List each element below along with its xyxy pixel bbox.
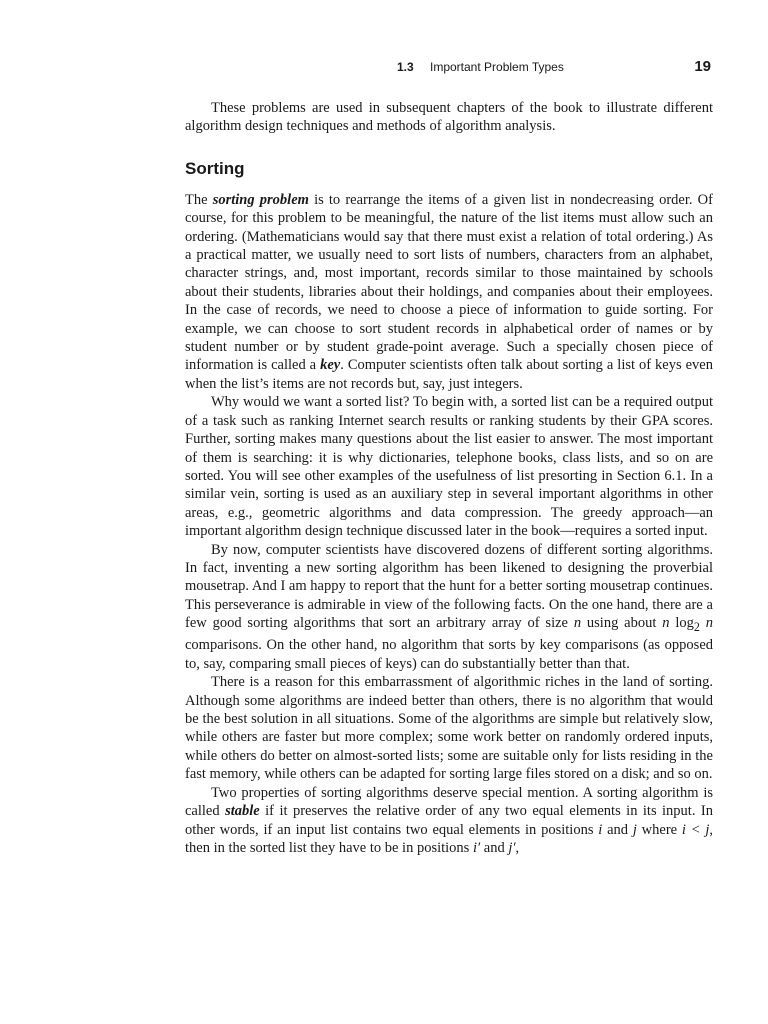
text-span: where [636, 821, 682, 838]
math-var: i [598, 821, 603, 838]
body-text [185, 99, 713, 857]
term-stable: stable [225, 803, 260, 820]
math-expression: i < j [681, 821, 710, 838]
paragraph-3 [185, 541, 713, 674]
term-key: key [320, 357, 341, 374]
math-var: i′ [472, 839, 481, 856]
math-subscript: 2 [693, 620, 700, 635]
text-span: , [515, 839, 520, 856]
term-sorting-problem: sorting problem [212, 191, 309, 208]
paragraph-1 [185, 191, 713, 393]
math-log: log [669, 615, 694, 632]
text-span: is to rearrange the items of a given list in nondecreasing order. Of course, for this problem to be meaningful, the nature of the list items must allow such an ordering. (Mathematicians would say that there must exist a relation of total ordering.) As a practical matter, we usually need to sort lists of numbers, characters from an alphabet, character strings, and, most important, records similar to those maintained by schools about their students, libraries about their holdings, and companies about their employees. In the case of records, we need to choose a piece of information to guide sorting. For example, we can choose to sort student records in alphabetical order of names or by student number or by student grade-point average. Such a specially chosen piece of information is called a [185, 191, 713, 374]
text-span: The [185, 191, 213, 208]
text-span: , then in the sorted list they have to be in positions [185, 821, 713, 856]
math-var: n [662, 615, 670, 632]
text-span: using about [581, 615, 663, 632]
math-var: j [632, 821, 637, 838]
text-span: Two properties of sorting algorithms deserve special mention. A sorting algorithm is called [185, 784, 713, 820]
text-span: . Computer scientists often talk about sorting a list of keys even when the list’s items are not records but, say, just integers. [185, 357, 713, 392]
text-span: if it preserves the relative order of any two equal elements in its input. In other words, if an input list contains two equal elements in positions [185, 803, 713, 838]
math-var: n [573, 615, 582, 632]
paragraph-2: Why would we want a sorted list? To begin with, a sorted list can be a required output of a task such as ranking Internet search results or ranking students by their GPA scores. Further, sorting makes many questions about the list easier to answer. The most important of them is searching: it is why dictionaries, telephone books, class lists, and so on are sorted. You will see other examples of the usefulness of list presorting in Section 6.1. In a similar vein, sorting is used as an auxiliary step in several important algorithms in other areas, e.g., geometric algorithms and data compression. The greedy approach—an important algorithm design technique discussed later in the book—requires a sorted input. [185, 394, 713, 540]
section-number: 1.3 [397, 60, 414, 74]
text-span: By now, computer scientists have discovered dozens of different sorting algorithms. In fact, inventing a new sorting algorithm has been likened to designing the proverbial mousetrap. And I am happy to report that the hunt for a better sorting mousetrap continues. This perseverance is admirable in view of the following facts. On the one hand, there are a few good sorting algorithms that sort an arbitrary array of size [185, 541, 713, 632]
math-var: j′ [508, 839, 516, 856]
paragraph-4: There is a reason for this embarrassment of algorithmic riches in the land of sorting. Although some algorithms are indeed better than others, there is no algorithm that would be the best solution in all situations. Some of the algorithms are simple but relatively slow, while others are faster but more complex; some work better on randomly ordered inputs, while others do better on almost-sorted lists; some are suitable only for lists residing in the fast memory, while others can be adapted for sorting large files stored on a disk; and so on. [185, 674, 713, 783]
text-span: and [602, 821, 633, 838]
paragraph-5 [185, 784, 713, 858]
running-head [185, 58, 713, 78]
section-heading-sorting: Sorting [185, 158, 245, 178]
text-span: comparisons. On the other hand, no algorithm that sorts by key comparisons (as opposed to, say, comparing small pieces of keys) can do substantially better than that. [185, 637, 713, 672]
page-number: 19 [694, 58, 711, 75]
math-var: n [705, 615, 713, 632]
section-title: Important Problem Types [430, 60, 564, 74]
text-span: and [480, 839, 509, 856]
intro-paragraph: These problems are used in subsequent chapters of the book to illustrate different algorithm design techniques and methods of algorithm analysis. [185, 100, 713, 135]
